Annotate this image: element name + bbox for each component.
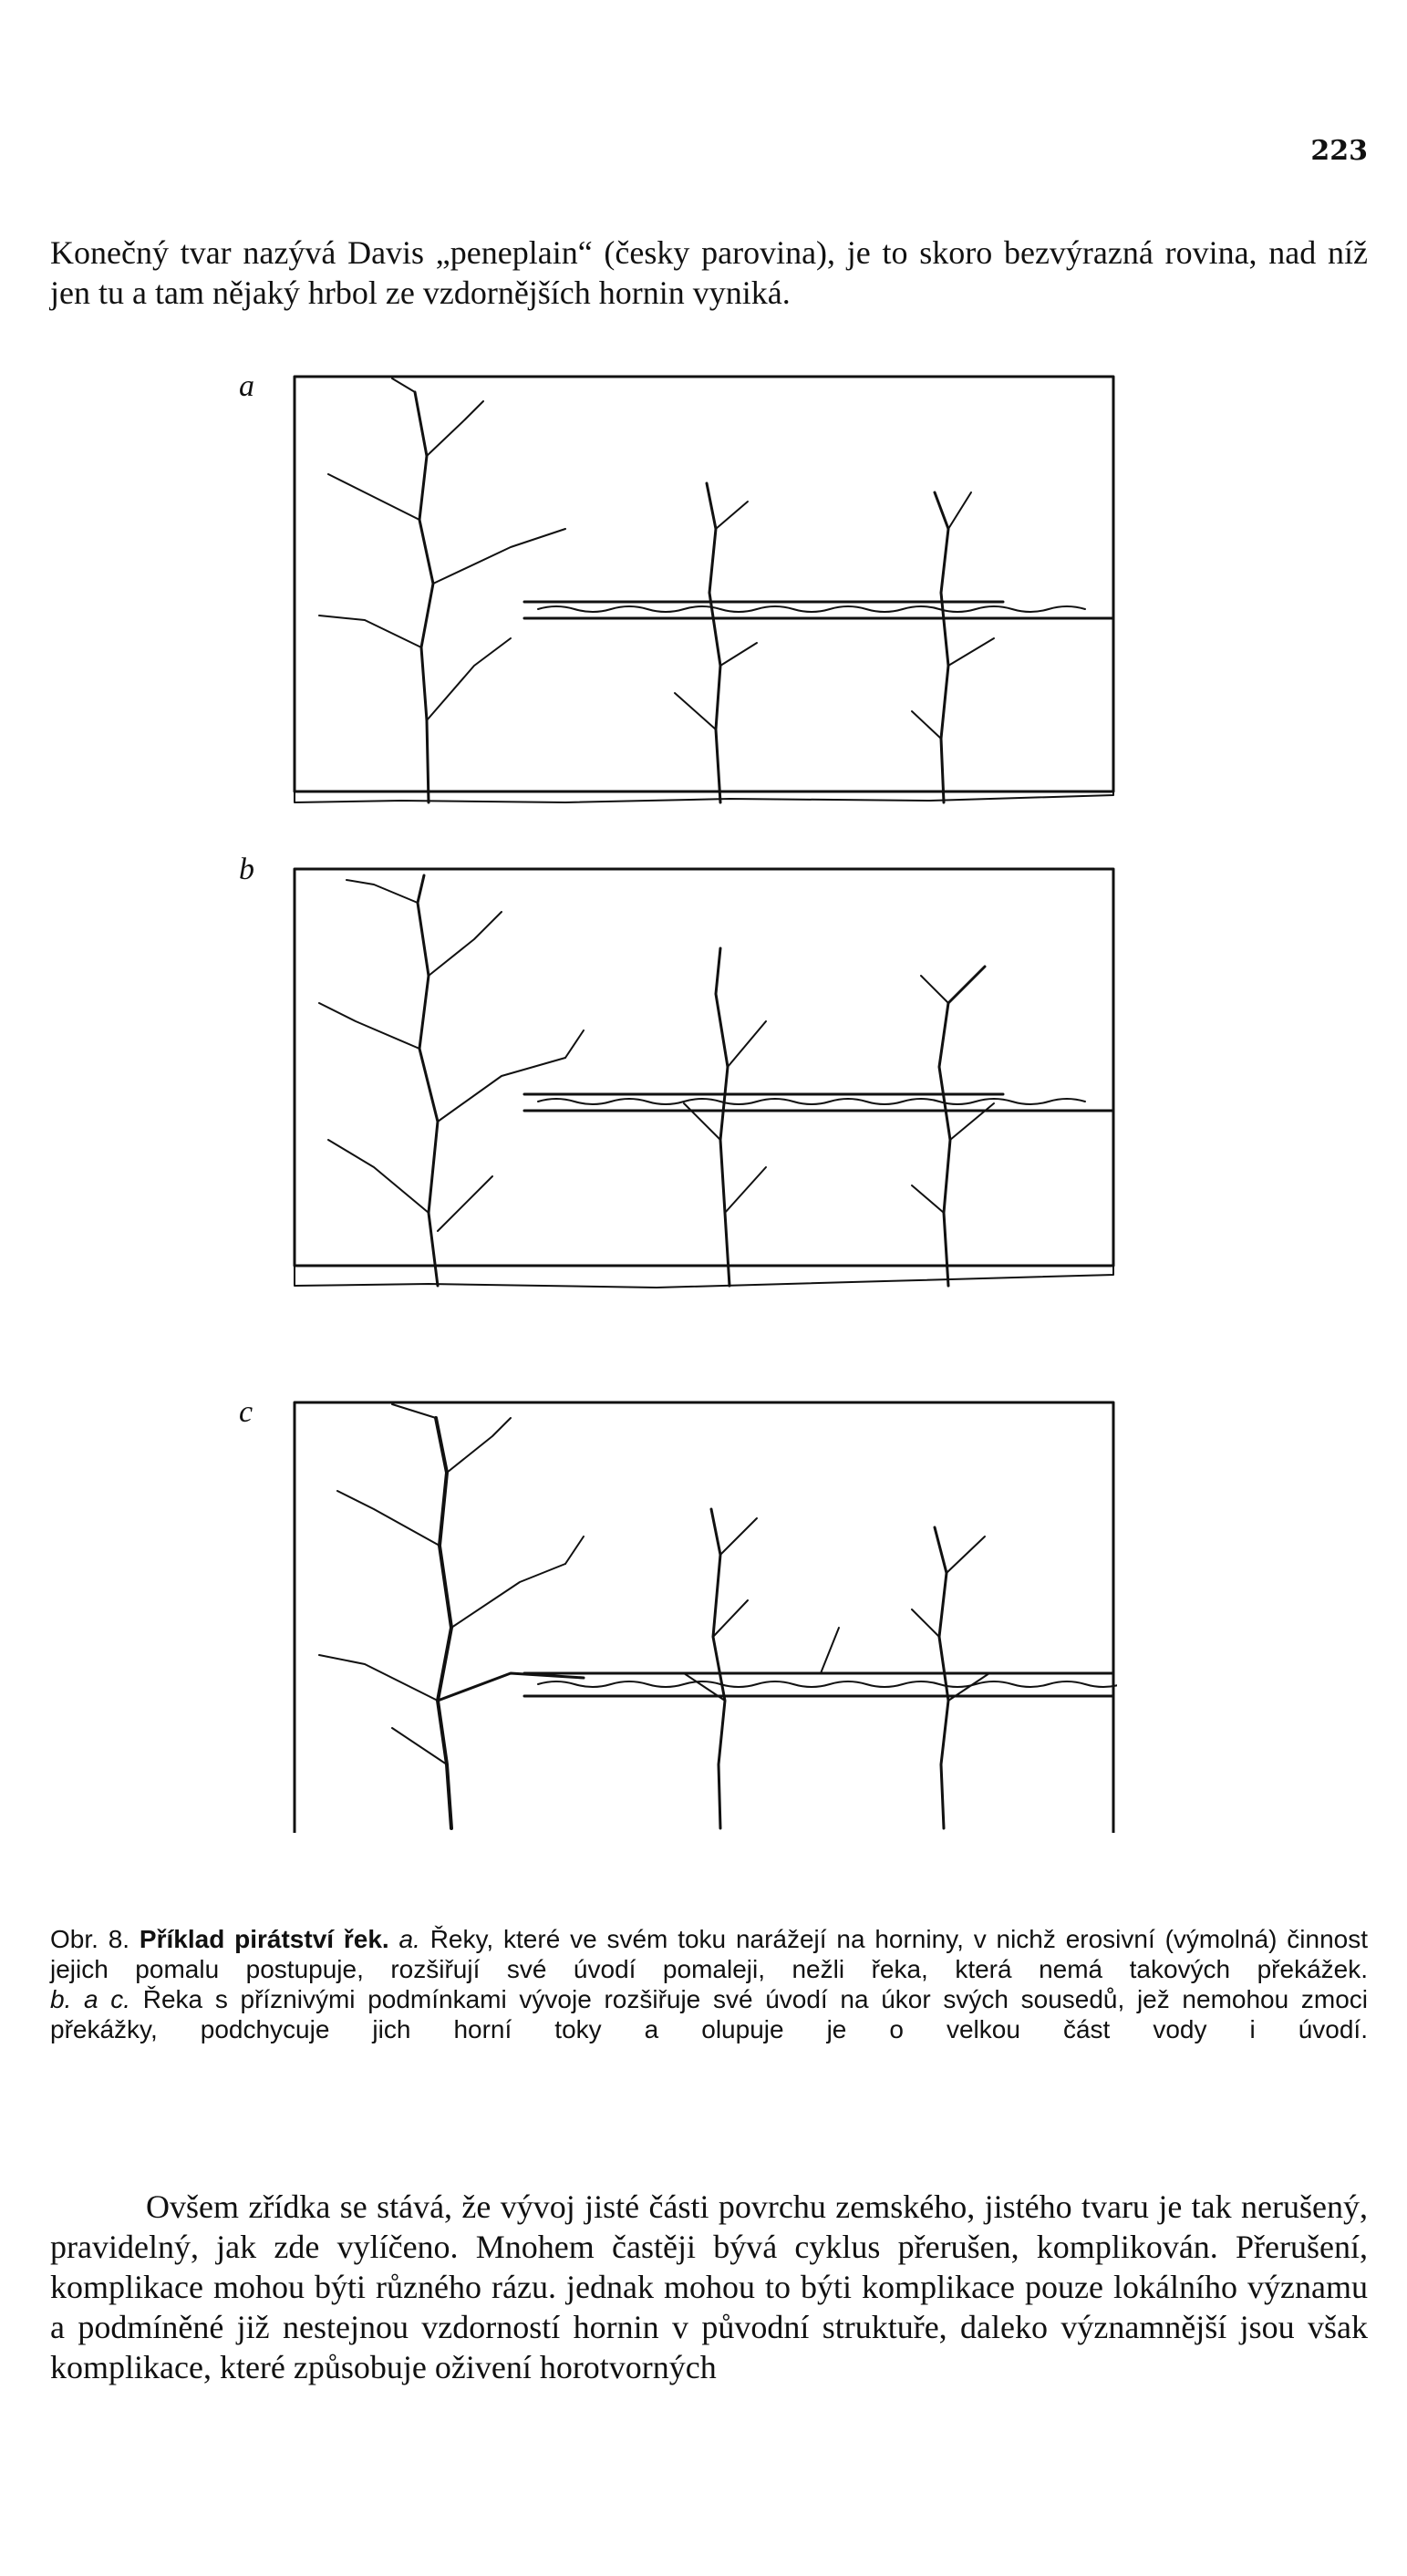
figure-label-a: a: [239, 369, 254, 403]
caption-bc-text: Řeka s příznivými podmínkami vývoje rozšiřuje své úvodí na úkor svých sousedů, jež nemohou zmoci překážky, podchycuje jich horní toky a olupuje je o velkou část vody i úvodí.: [50, 1985, 1368, 2043]
caption-title: Příklad pirátství řek.: [139, 1925, 389, 1953]
caption-line-2: [50, 1984, 1368, 2044]
figure-caption: [50, 1924, 1368, 2044]
figure-b-river-diagram: [292, 866, 1117, 1299]
caption-bc-label: b. a c.: [50, 1985, 131, 2013]
caption-line-1: [50, 1924, 1368, 1984]
caption-prefix: Obr. 8.: [50, 1925, 130, 1953]
figure-c-river-diagram: [292, 1400, 1117, 1833]
caption-a-label: a.: [398, 1925, 420, 1953]
paragraph-intro: Konečný tvar nazývá Davis „peneplain“ (česky parovina), je to skoro bezvýrazná rovina, nad níž jen tu a tam nějaký hrbol ze vzdornějších hornin vyniká.: [50, 234, 1368, 311]
figure-label-b: b: [239, 853, 254, 886]
figure-label-c: c: [239, 1395, 253, 1429]
paragraph-continued: Ovšem zřídka se stává, že vývoj jisté části povrchu zemského, jistého tvaru je tak nerušený, pravidelný, jak zde vylíčeno. Mnohem častěji bývá cyklus přerušen, komplikován. Přerušení, komplikace mohou býti různého rázu. jednak mohou to býti komplikace pouze lokálního významu a podmíněné již nestejnou vzdorností hornin v původní struktuře, daleko významnější jsou však komplikace, které způsobuje oživení horotvorných: [50, 2188, 1368, 2385]
figure-a-river-diagram: [292, 374, 1117, 807]
page-number: 223: [1310, 135, 1368, 167]
caption-a-text: Řeky, které ve svém toku narážejí na horniny, v nichž erosivní (výmolná) činnost jejich pomalu postupuje, rozšiřují své úvodí pomaleji, nežli řeka, která nemá takových překážek.: [50, 1925, 1369, 1983]
